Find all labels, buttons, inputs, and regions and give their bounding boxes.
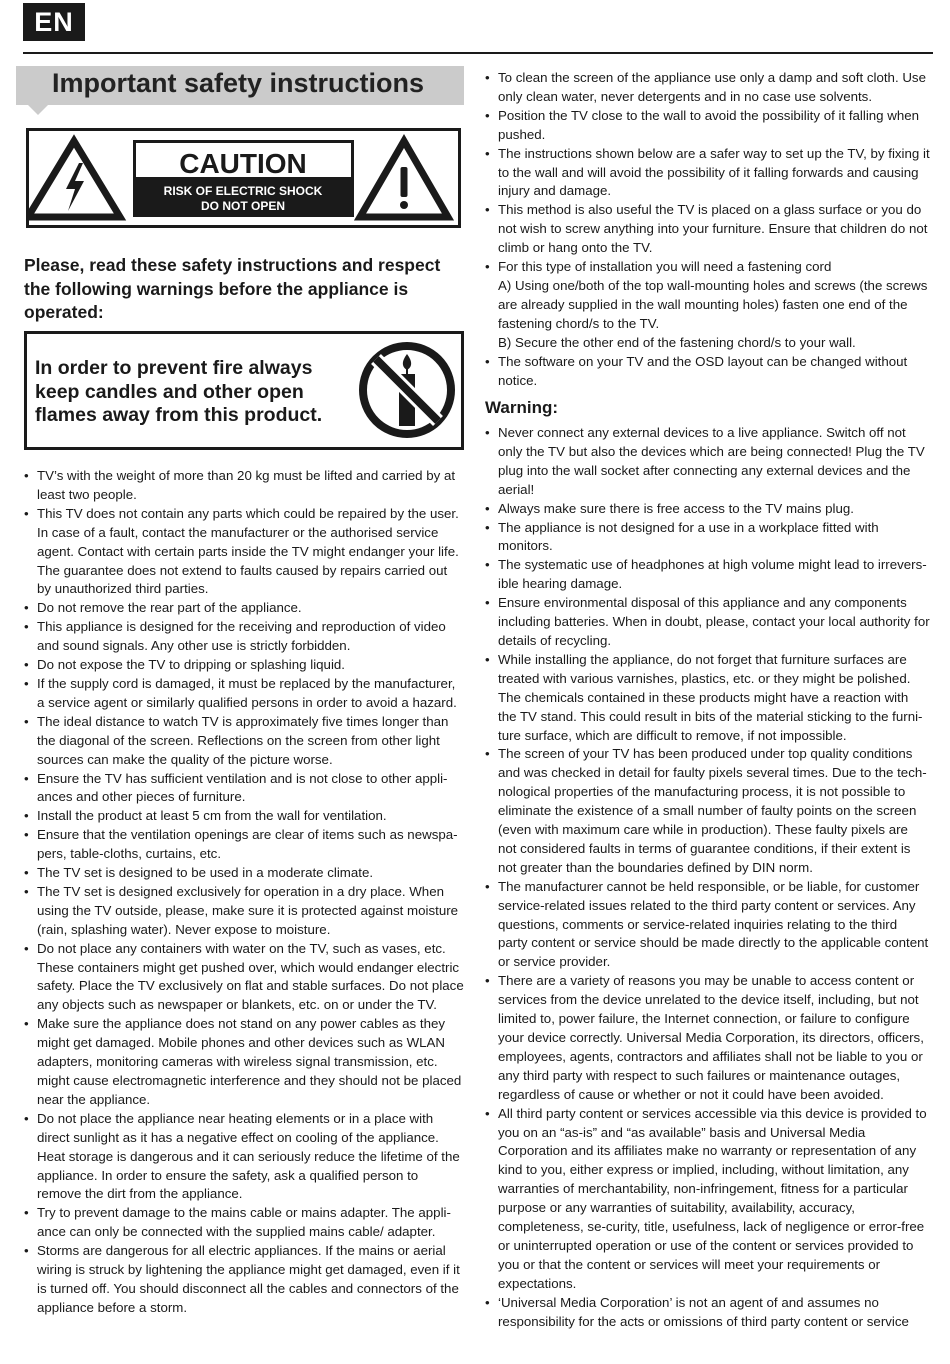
list-item: • This method is also useful the TV is placed on a glass surface or you do not wish to screw anything into your furniture. Ensure that children do not climb or hang onto the TV. <box>485 201 930 258</box>
title-notch <box>28 105 48 115</box>
list-item: • The screen of your TV has been produced under top quality conditions and was checked in detail for faulty pixels several times. Due to the tech-nological properties of the manufacturing process, it is not possible to eliminate the existence of a small number of faulty points on the screen (even with maximum care while in production). These faulty pixels are not considered faults in terms of guarantee conditions, if their extent is not greater than the boundaries defined by DIN norm. <box>485 745 930 877</box>
list-item: • Do not expose the TV to dripping or splashing liquid. <box>24 656 464 675</box>
list-item: • If the supply cord is damaged, it must be replaced by the manufacturer, a service agent or similarly qualified persons in order to avoid a hazard. <box>24 675 464 713</box>
list-item: • This TV does not contain any parts which could be repaired by the user. In case of a fault, contact the manufacturer or the authorised service agent. Contact with certain parts inside the TV might endanger your life. The guarantee does not extend to faults caused by repairs carried out by unauthorized third parties. <box>24 505 464 600</box>
caution-line-2: DO NOT OPEN <box>200 199 286 213</box>
no-candles-icon <box>357 340 457 440</box>
list-item: • While installing the appliance, do not forget that furniture surfaces are treated with various varnishes, plastics, etc. or they might be polished. The chemicals contained in these products might have a reaction with the TV stand. This could result in bits of the material sticking to the furni-ture surface, which are difficult to remove, if not impossible. <box>485 651 930 746</box>
lightning-warning-icon <box>29 141 120 217</box>
list-item: • The manufacturer cannot be held responsible, or be liable, for customer service-related issues related to the third party content or services. Any questions, comments or service-related inquiries relating to the third party content or service should be made directly to the applicable content or service provider. <box>485 878 930 973</box>
exclamation-warning-icon <box>360 141 448 217</box>
list-item: • There are a variety of reasons you may be unable to access content or services from the device unrelated to the device itself, including, but not limited to, power failure, the Internet connection, or failure to configure your device correctly. Universal Media Corporation, its directors, officers, employees, agents, contractors and affiliates shall not be liable to you or any third party with respect to such failures or maintenance outages, regardless of cause or whether or not it could have been avoided. <box>485 972 930 1104</box>
page-title: Important safety instructions <box>52 68 425 98</box>
list-item: • Ensure that the ventilation openings are clear of items such as newspa-pers, table-cloths, curtains, etc. <box>24 826 464 864</box>
software-note: • The software on your TV and the OSD layout can be changed without notice. <box>485 353 930 391</box>
warning-heading: Warning: <box>485 398 559 417</box>
fastening-intro: • For this type of installation you will need a fastening cord <box>498 259 832 275</box>
fastening-step-b: B) Secure the other end of the fastening chord/s to your wall. <box>498 334 856 350</box>
list-item: • The appliance is not designed for a use in a workplace fitted with monitors. <box>485 519 930 557</box>
list-item: • Try to prevent damage to the mains cable or mains adapter. The appli-ance can only be connected with the supplied mains cable/ adapter. <box>24 1204 464 1242</box>
list-item: • ‘Universal Media Corporation’ is not an agent of and assumes no responsibility for the acts or omissions of third party content or service <box>485 1294 930 1332</box>
list-item: • Do not place any containers with water on the TV, such as vases, etc. These containers might get pushed over, which would endanger electric safety. Place the TV exclusively on flat and stable surfaces. Do not place any objects such as newspaper or blankets, etc. on or under the TV. <box>24 940 464 1016</box>
safety-list-left <box>24 467 464 1318</box>
header-rule <box>23 52 933 54</box>
list-item: • Storms are dangerous for all electric appliances. If the mains or aerial wiring is struck by lightening the appliance might get damaged, even if it is turned off. You should disconnect all the cables and connectors of the appliance before a storm. <box>24 1242 464 1318</box>
caution-line-1: RISK OF ELECTRIC SHOCK <box>163 184 323 198</box>
list-item: • To clean the screen of the appliance use only a damp and soft cloth. Use only clean water, never detergents and in no case use solvents. <box>485 69 930 107</box>
caution-heading: CAUTION <box>179 148 307 179</box>
fastening-step-a: A) Using one/both of the top wall-mounting holes and screws (the screws are already supplied in the wall mounting holes) fasten one end of the fastening chord/s to the TV. <box>498 277 928 331</box>
list-item: • Do not place the appliance near heating elements or in a place with direct sunlight as it has a negative effect on cooling of the appliance. Heat storage is dangerous and it can seriously reduce the lifetime of the appliance. In order to ensure the safety, ask a qualified person to remove the dirt from the appliance. <box>24 1110 464 1205</box>
list-item: • Position the TV close to the wall to avoid the possibility of it falling when pushed. <box>485 107 930 145</box>
caution-panel <box>26 128 461 228</box>
list-item: • The ideal distance to watch TV is approximately five times longer than the diagonal of the screen. Reflections on the screen from other light sources can make the quality of the picture worse. <box>24 713 464 770</box>
list-item: • The TV set is designed to be used in a moderate climate. <box>24 864 464 883</box>
list-item: • Install the product at least 5 cm from the wall for ventilation. <box>24 807 464 826</box>
list-item: • Ensure environmental disposal of this appliance and any components including batteries. When in doubt, please, contact your local authority for details of recycling. <box>485 594 930 651</box>
list-item: • TV’s with the weight of more than 20 kg must be lifted and carried by at least two people. <box>24 467 464 505</box>
candle-notice-text: In order to prevent fire always keep candles and other open flames away from this product. <box>35 357 323 426</box>
warning-list <box>485 424 930 1332</box>
list-item: • Do not remove the rear part of the appliance. <box>24 599 464 618</box>
candle-notice-panel <box>24 331 464 450</box>
list-item: • This appliance is designed for the receiving and reproduction of video and sound signals. Any other use is strictly forbidden. <box>24 618 464 656</box>
list-item: • The TV set is designed exclusively for operation in a dry place. When using the TV outside, please, make sure it is protected against moisture (rain, splashing water). Never expose to moisture. <box>24 883 464 940</box>
fastening-item <box>485 258 930 353</box>
list-item: • The instructions shown below are a safer way to set up the TV, by fixing it to the wall and will avoid the possibility of it falling forwards and causing injury and damage. <box>485 145 930 202</box>
caution-graphic <box>29 131 458 225</box>
list-item: • The systematic use of headphones at high volume might lead to irrevers-ible hearing damage. <box>485 556 930 594</box>
list-item: • All third party content or services accessible via this device is provided to you on an “as-is” and “as available” basis and Universal Media Corporation and its affiliates make no warranty or representation of any kind to you, either express or implied, including, without limitation, any warranties of merchantability, non-infringement, fitness for a particular purpose or any warranties of suitability, availability, accuracy, completeness, se-curity, title, usefulness, lack of negligence or error-free or uninterrupted operation or use of the content or services provided to you or that the content or services will meet your requirements or expectations. <box>485 1105 930 1294</box>
list-item: • Ensure the TV has sufficient ventilation and is not close to other appli-ances and other pieces of furniture. <box>24 770 464 808</box>
list-item: • Make sure the appliance does not stand on any power cables as they might get damaged. Mobile phones and other devices such as WLAN adapters, monitoring cameras with wireless signal transmission, etc. might cause electromagnetic interference and they should not be placed near the appliance. <box>24 1015 464 1110</box>
title-band <box>16 66 464 105</box>
language-badge: EN <box>23 3 85 41</box>
list-item: • Never connect any external devices to a live appliance. Switch off not only the TV but also the devices which are being connected! Plug the TV plug into the wall socket after connecting any external devices and the aerial! <box>485 424 930 500</box>
list-item: • Always make sure there is free access to the TV mains plug. <box>485 500 930 519</box>
intro-text: Please, read these safety instructions and respect the following warnings before the appliance is operated: <box>24 255 441 322</box>
safety-list-right <box>485 69 930 390</box>
